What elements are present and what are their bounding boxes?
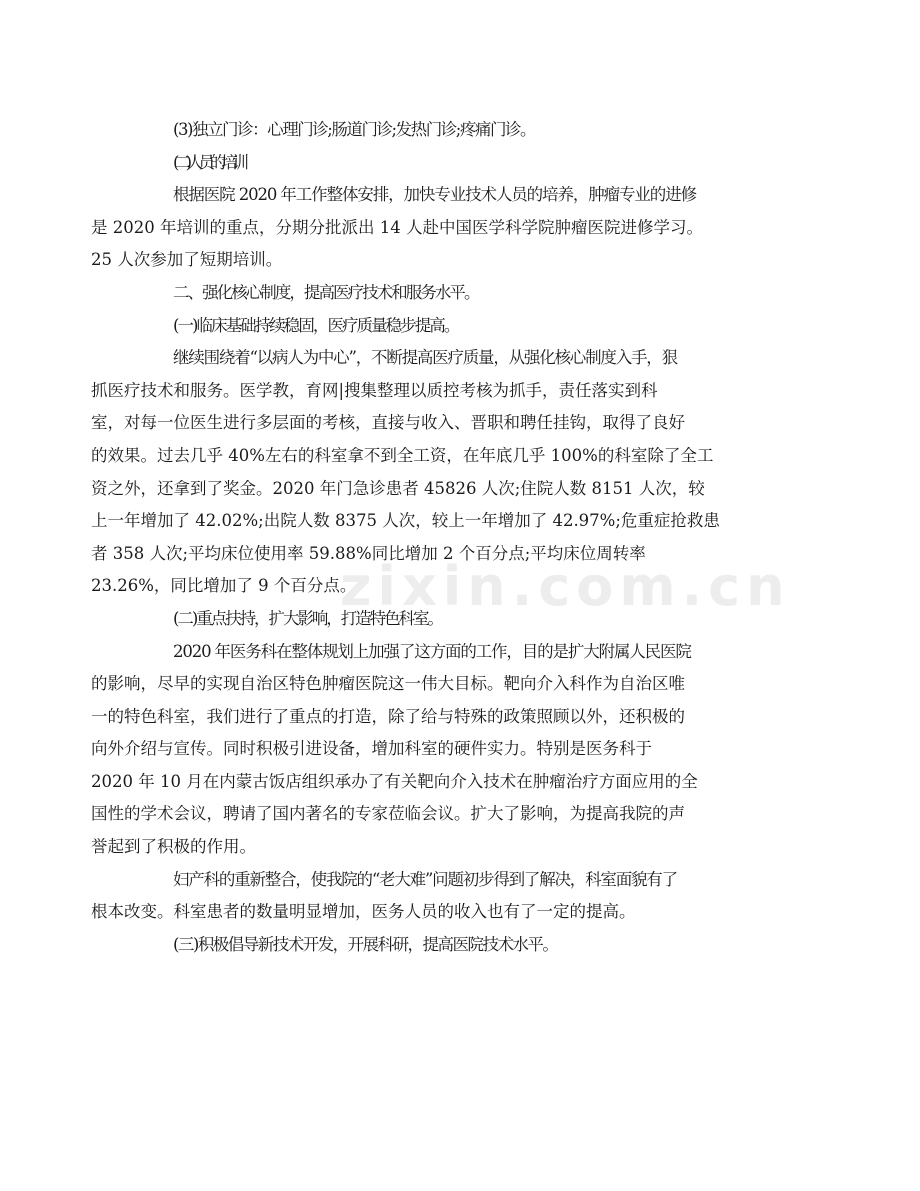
text-line: 抓医疗技术和服务。医学教，育网|搜集整理以质控考核为抓手，责任落实到科 [91, 380, 658, 400]
paragraph [132, 310, 772, 343]
text-line: 的效果。过去几乎 40%左右的科室拿不到全工资，在年底几乎 100%的科室除了全工 [91, 445, 714, 465]
text-line: 是 2020 年培训的重点，分期分批派出 14 人赴中国医学科学院肿瘤医院进修学习。 [91, 217, 703, 237]
text-line: 25 人次参加了短期培训。 [91, 250, 283, 270]
text-line: 一的特色科室，我们进行了重点的打造，除了给与特殊的政策照顾以外，还积极的 [91, 706, 685, 726]
text-line: 二、强化核心制度，提高医疗技术和服务水平。 [173, 282, 479, 302]
text-line: 向外介绍与宣传。同时积极引进设备，增加科室的硬件实力。特别是医务科于 [91, 739, 652, 759]
paragraph [132, 147, 772, 180]
text-line: 上一年增加了 42.02%;出院人数 8375 人次，较上一年增加了 42.97%;危重症抢救患 [91, 511, 720, 531]
text-line: (二)重点扶持，扩大影响，打造特色科室。 [173, 608, 442, 628]
paragraph [132, 929, 772, 962]
paragraph [91, 636, 772, 864]
text-line: 根据医院 2020 年工作整体安排，加快专业技术人员的培养，肿瘤专业的进修 [173, 185, 696, 205]
text-line: (一)临床基础持续稳固，医疗质量稳步提高。 [173, 315, 459, 335]
text-line: (3)独立门诊：心理门诊;肠道门诊;发热门诊;疼痛门诊。 [173, 120, 536, 139]
text-line: 2020 年医务科在整体规划上加强了这方面的工作，目的是扩大附属人民医院 [173, 641, 691, 661]
document-body [91, 114, 772, 961]
text-line: 23.26%，同比增加了 9 个百分点。 [91, 576, 357, 596]
text-line: (三)积极倡导新技术开发，开展科研，提高医院技术水平。 [173, 934, 558, 954]
paragraph [132, 603, 772, 636]
paragraph [91, 864, 772, 929]
text-line: 2020 年 10 月在内蒙古饭店组织承办了有关靶向介入技术在肿瘤治疗方面应用的全 [91, 771, 698, 791]
text-line: 誉起到了积极的作用。 [91, 837, 256, 857]
text-line: 国性的学术会议，聘请了国内著名的专家莅临会议。扩大了影响，为提高我院的声 [91, 804, 685, 824]
watermark-text: zixin.com.cn [340, 555, 791, 618]
text-line: 妇产科的重新整合，使我院的“老大难”问题初步得到了解决，科室面貌有了 [173, 869, 677, 889]
text-line: 根本改变。科室患者的数量明显增加，医务人员的收入也有了一定的提高。 [91, 902, 636, 922]
paragraph [91, 179, 772, 277]
text-line: 的影响，尽早的实现自治区特色肿瘤医院这一伟大目标。靶向介入科作为自治区唯 [91, 674, 685, 694]
paragraph [132, 114, 772, 147]
paragraph [132, 277, 772, 310]
text-line: 室，对每一位医生进行多层面的考核，直接与收入、晋职和聘任挂钩，取得了良好 [91, 413, 685, 433]
text-line: (二)人员的培训 [173, 152, 244, 172]
text-line: 者 358 人次;平均床位使用率 59.88%同比增加 2 个百分点;平均床位周转率 [91, 543, 646, 563]
text-line: 资之外，还拿到了奖金。2020 年门急诊患者 45826 人次;住院人数 8151 人次，较 [91, 478, 705, 498]
paragraph [91, 342, 772, 603]
text-line: 继续围绕着“以病人为中心”，不断提高医疗质量，从强化核心制度入手，狠 [173, 348, 677, 368]
